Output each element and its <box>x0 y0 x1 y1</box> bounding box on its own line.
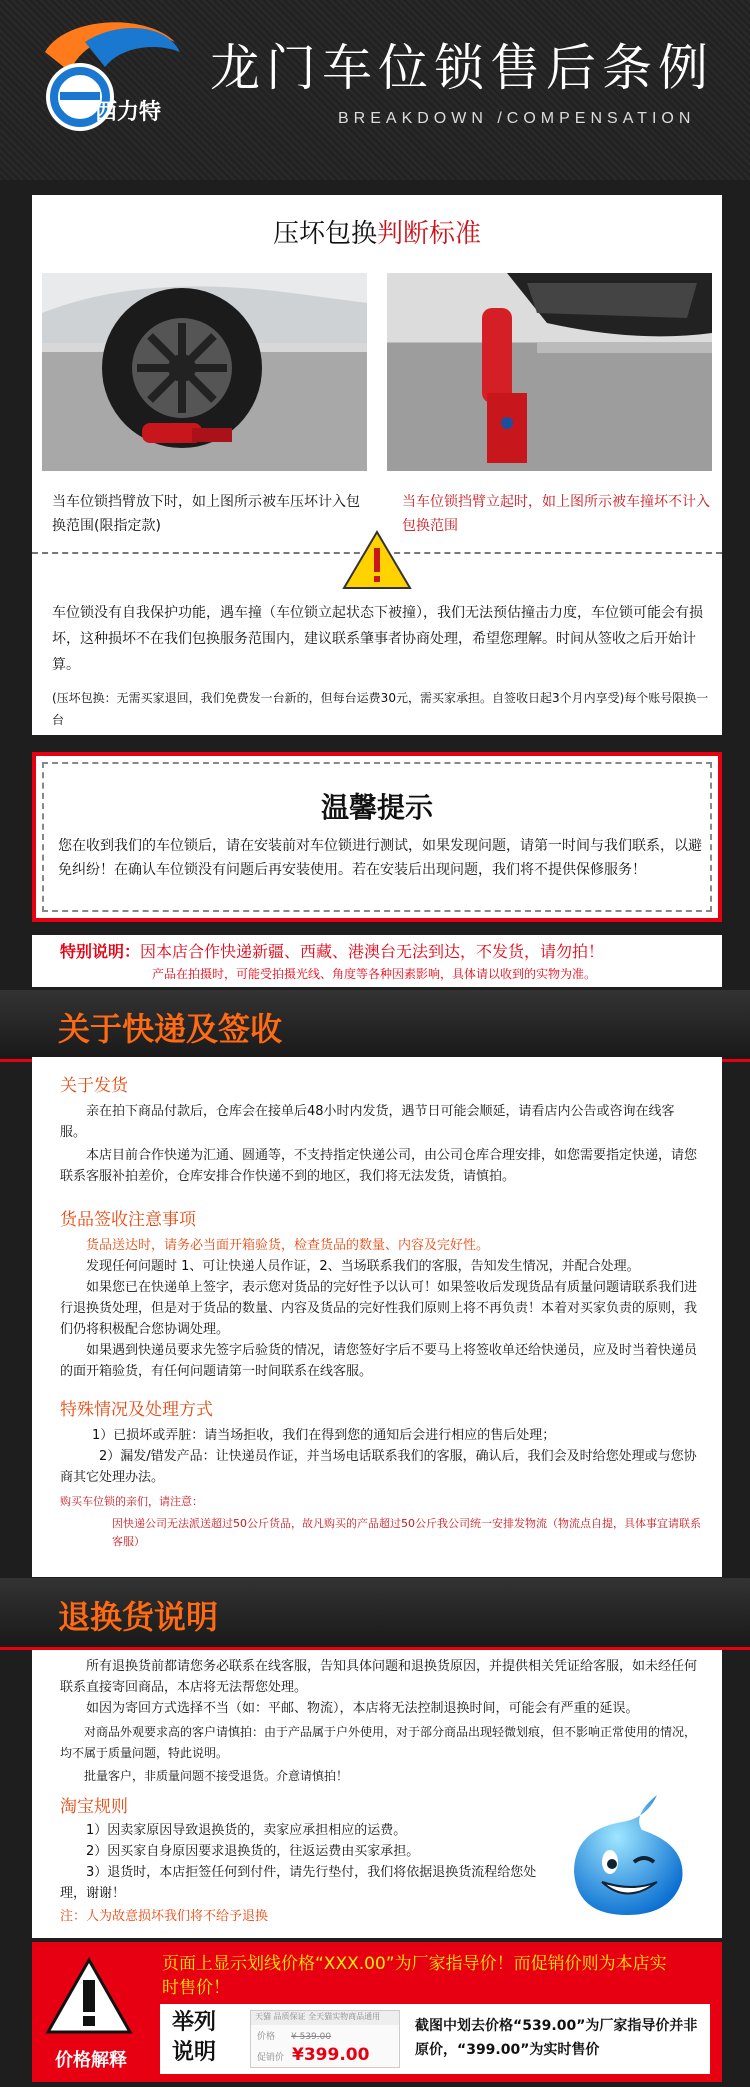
receipt-p6: 如果遇到快递员要求先签字后验货的情况，请您签好字后不要马上将签收单还给快递员，应及时当着快递员的面开箱验货，有任何问题请第一时间联系在线客服。 <box>60 1343 698 1379</box>
rule-note: 注：人为故意损坏我们将不给予退换 <box>60 1909 269 1924</box>
warm-tips-title: 温馨提示 <box>320 791 433 824</box>
shipping-p2: 本店目前合作快递为汇通、圆通等，不支持指定快递公司，由公司仓库合理安排，如您需要指定快递，请您联系客服补拍差价，仓库安排合作快递不到的地区，我们将无法发货，请慎拍。 <box>60 1148 698 1184</box>
car-wheel-icon <box>42 273 367 471</box>
example-label: 举列说明 <box>172 2010 217 2065</box>
receipt-p3: 货品送达时，请务必当面开箱验货，检查货品的数量、内容及完好性。 <box>86 1238 490 1253</box>
page-header <box>0 0 750 180</box>
logo-text: 西力特 <box>95 100 162 125</box>
price-tag-screenshot <box>250 2010 400 2068</box>
special-p9: 购买车位锁的亲们，请注意： <box>60 1495 203 1508</box>
photo-lock-up <box>387 273 712 471</box>
criteria-body: 车位锁没有自我保护功能，遇车撞（车位锁立起状态下被撞），我们无法预估撞击力度，车位锁可能会有损坏，这种损坏不在我们包换服务范围内，建议联系肇事者协商处理，希望您理解。时间从签收之后开始计算。 <box>52 605 703 673</box>
price-explain-label: 价格解释 <box>55 2050 127 2071</box>
special-label: 特别说明： <box>60 942 141 961</box>
rule-3: 3）退货时，本店拒签任何到付件，请先行垫付，我们将依据退换货流程给您处理，谢谢！ <box>60 1865 537 1901</box>
heading-receipt: 货品签收注意事项 <box>60 1210 196 1230</box>
returns-p2: 如因为寄回方式选择不当（如：平邮、物流），本店将无法控制退换时间，可能会有严重的延误。 <box>86 1701 639 1716</box>
receipt-p4: 发现任何问题时 1、可让快递人员作证，2、当场联系我们的客服，告知发生情况，并配合处理。 <box>86 1259 640 1274</box>
price-tag-promo <box>257 2045 369 2065</box>
special-p10: 因快递公司无法派送超过50公斤货品，故凡购买的产品超过50公斤我公司统一安排发物流（物流点自提，具体事宜请联系客服） <box>112 1517 701 1548</box>
returns-section-title: 退换货说明 <box>58 1598 219 1636</box>
caption-lock-up: 当车位锁挡臂立起时，如上图所示被车撞坏不计入包换范围 <box>402 494 710 534</box>
warm-tips-card <box>32 752 722 922</box>
price-tag-header: 天猫 品质保证 全天猫实物商品通用 <box>251 2011 399 2025</box>
price-example-box <box>160 2004 710 2074</box>
criteria-title <box>32 213 722 250</box>
price-explain-top: 页面上显示划线价格“XXX.00”为厂家指导价！而促销价则为本店实时售价！ <box>162 1954 667 1998</box>
smiley-drop-icon <box>562 1790 692 1920</box>
caption-lock-down: 当车位锁挡臂放下时，如上图所示被车压坏计入包换范围(限指定款) <box>52 494 360 534</box>
car-bumper-icon <box>387 273 712 471</box>
special-subnote: 产品在拍摄时，可能受拍摄光线、角度等各种因素影响，具体请以收到的实物为准。 <box>152 967 597 981</box>
criteria-card <box>32 195 722 735</box>
returns-section-bar <box>0 1578 750 1650</box>
heading-shipping: 关于发货 <box>60 1076 128 1096</box>
heading-taobao-rules: 淘宝规则 <box>60 1797 128 1817</box>
returns-p4: 批量客户，非质量问题不接受退货。介意请慎拍！ <box>84 1769 349 1783</box>
photo-lock-down <box>42 273 367 471</box>
exclamation-icon <box>44 1956 134 2036</box>
rule-2: 2）因买家自身原因要求退换货的，往返运费由买家承担。 <box>86 1844 420 1859</box>
warning-icon <box>342 530 412 590</box>
rule-1: 1）因卖家原因导致退换货的，卖家应承担相应的运费。 <box>86 1823 407 1838</box>
special-p7: 1）已损坏或弄脏：请当场拒收，我们在得到您的通知后会进行相应的售后处理； <box>92 1428 556 1443</box>
price-tag-promo-label: 促销价 <box>257 2053 285 2063</box>
price-explain-banner <box>32 1942 722 2082</box>
price-tag-original-label: 价格 <box>257 2032 276 2042</box>
warm-tips-frame <box>42 762 712 912</box>
warm-tips-body: 您在收到我们的车位锁后，请在安装前对车位锁进行测试，如果发现问题，请第一时间与我们联系，以避免纠纷！在确认车位锁没有问题后再安装使用。若在安装后出现问题，我们将不提供保修服务！ <box>58 838 702 878</box>
shipping-p1: 亲在拍下商品付款后，仓库会在接单后48小时内发货，遇节日可能会顺延，请看店内公告或咨询在线客服。 <box>60 1104 675 1140</box>
page-title: 龙门车位锁售后条例 <box>210 39 714 97</box>
criteria-note: (压坏包换：无需买家退回，我们免费发一台新的，但每台运费30元，需买家承担。自签收日起3个月内享受)每个账号限换一台 <box>52 691 709 727</box>
price-tag-original <box>257 2029 331 2042</box>
page-subtitle: BREAKDOWN /COMPENSATION <box>338 110 696 127</box>
delivery-section-title: 关于快递及签收 <box>58 1010 283 1048</box>
returns-p3: 对商品外观要求高的客户请慎拍：由于产品属于户外使用，对于部分商品出现轻微划痕，但不影响正常使用的情况，均不属于质量问题，特此说明。 <box>60 1725 697 1760</box>
delivery-card <box>32 1057 722 1577</box>
criteria-title-black: 压坏包换 <box>272 219 377 249</box>
returns-p1: 所有退换货前都请您务必联系在线客服，告知具体问题和退换货原因，并提供相关凭证给客服，如未经任何联系直接寄回商品，本店将无法帮您处理。 <box>60 1659 698 1695</box>
special-line <box>60 939 604 962</box>
heading-special: 特殊情况及处理方式 <box>60 1400 213 1420</box>
delivery-section-bar <box>0 990 750 1062</box>
special-text: 因本店合作快递新疆、西藏、港澳台无法到达，不发货，请勿拍！ <box>140 942 605 961</box>
special-p8: 2）漏发/错发产品：让快递员作证，并当场电话联系我们的客服，确认后，我们会及时给您处理或与您协商其它处理办法。 <box>60 1449 697 1485</box>
receipt-p5: 如果您已在快递单上签字，表示您对货品的完好性予以认可！如果签收后发现货品有质量问题请联系我们进行退换货处理，但是对于货品的数量、内容及货品的完好性我们原则上将不再负责！本着对买家负责的原则，我们仍将积极配合您协调处理。 <box>60 1280 698 1337</box>
criteria-title-red: 判断标准 <box>377 219 482 249</box>
returns-card <box>32 1650 722 1938</box>
price-tag-promo-value: ¥399.00 <box>292 2045 370 2065</box>
special-note <box>32 935 722 987</box>
price-example-text: 截图中划去价格“539.00”为厂家指导价并非原价，“399.00”为实时售价 <box>415 2018 698 2058</box>
price-tag-original-value: ¥ 539.00 <box>291 2032 332 2042</box>
